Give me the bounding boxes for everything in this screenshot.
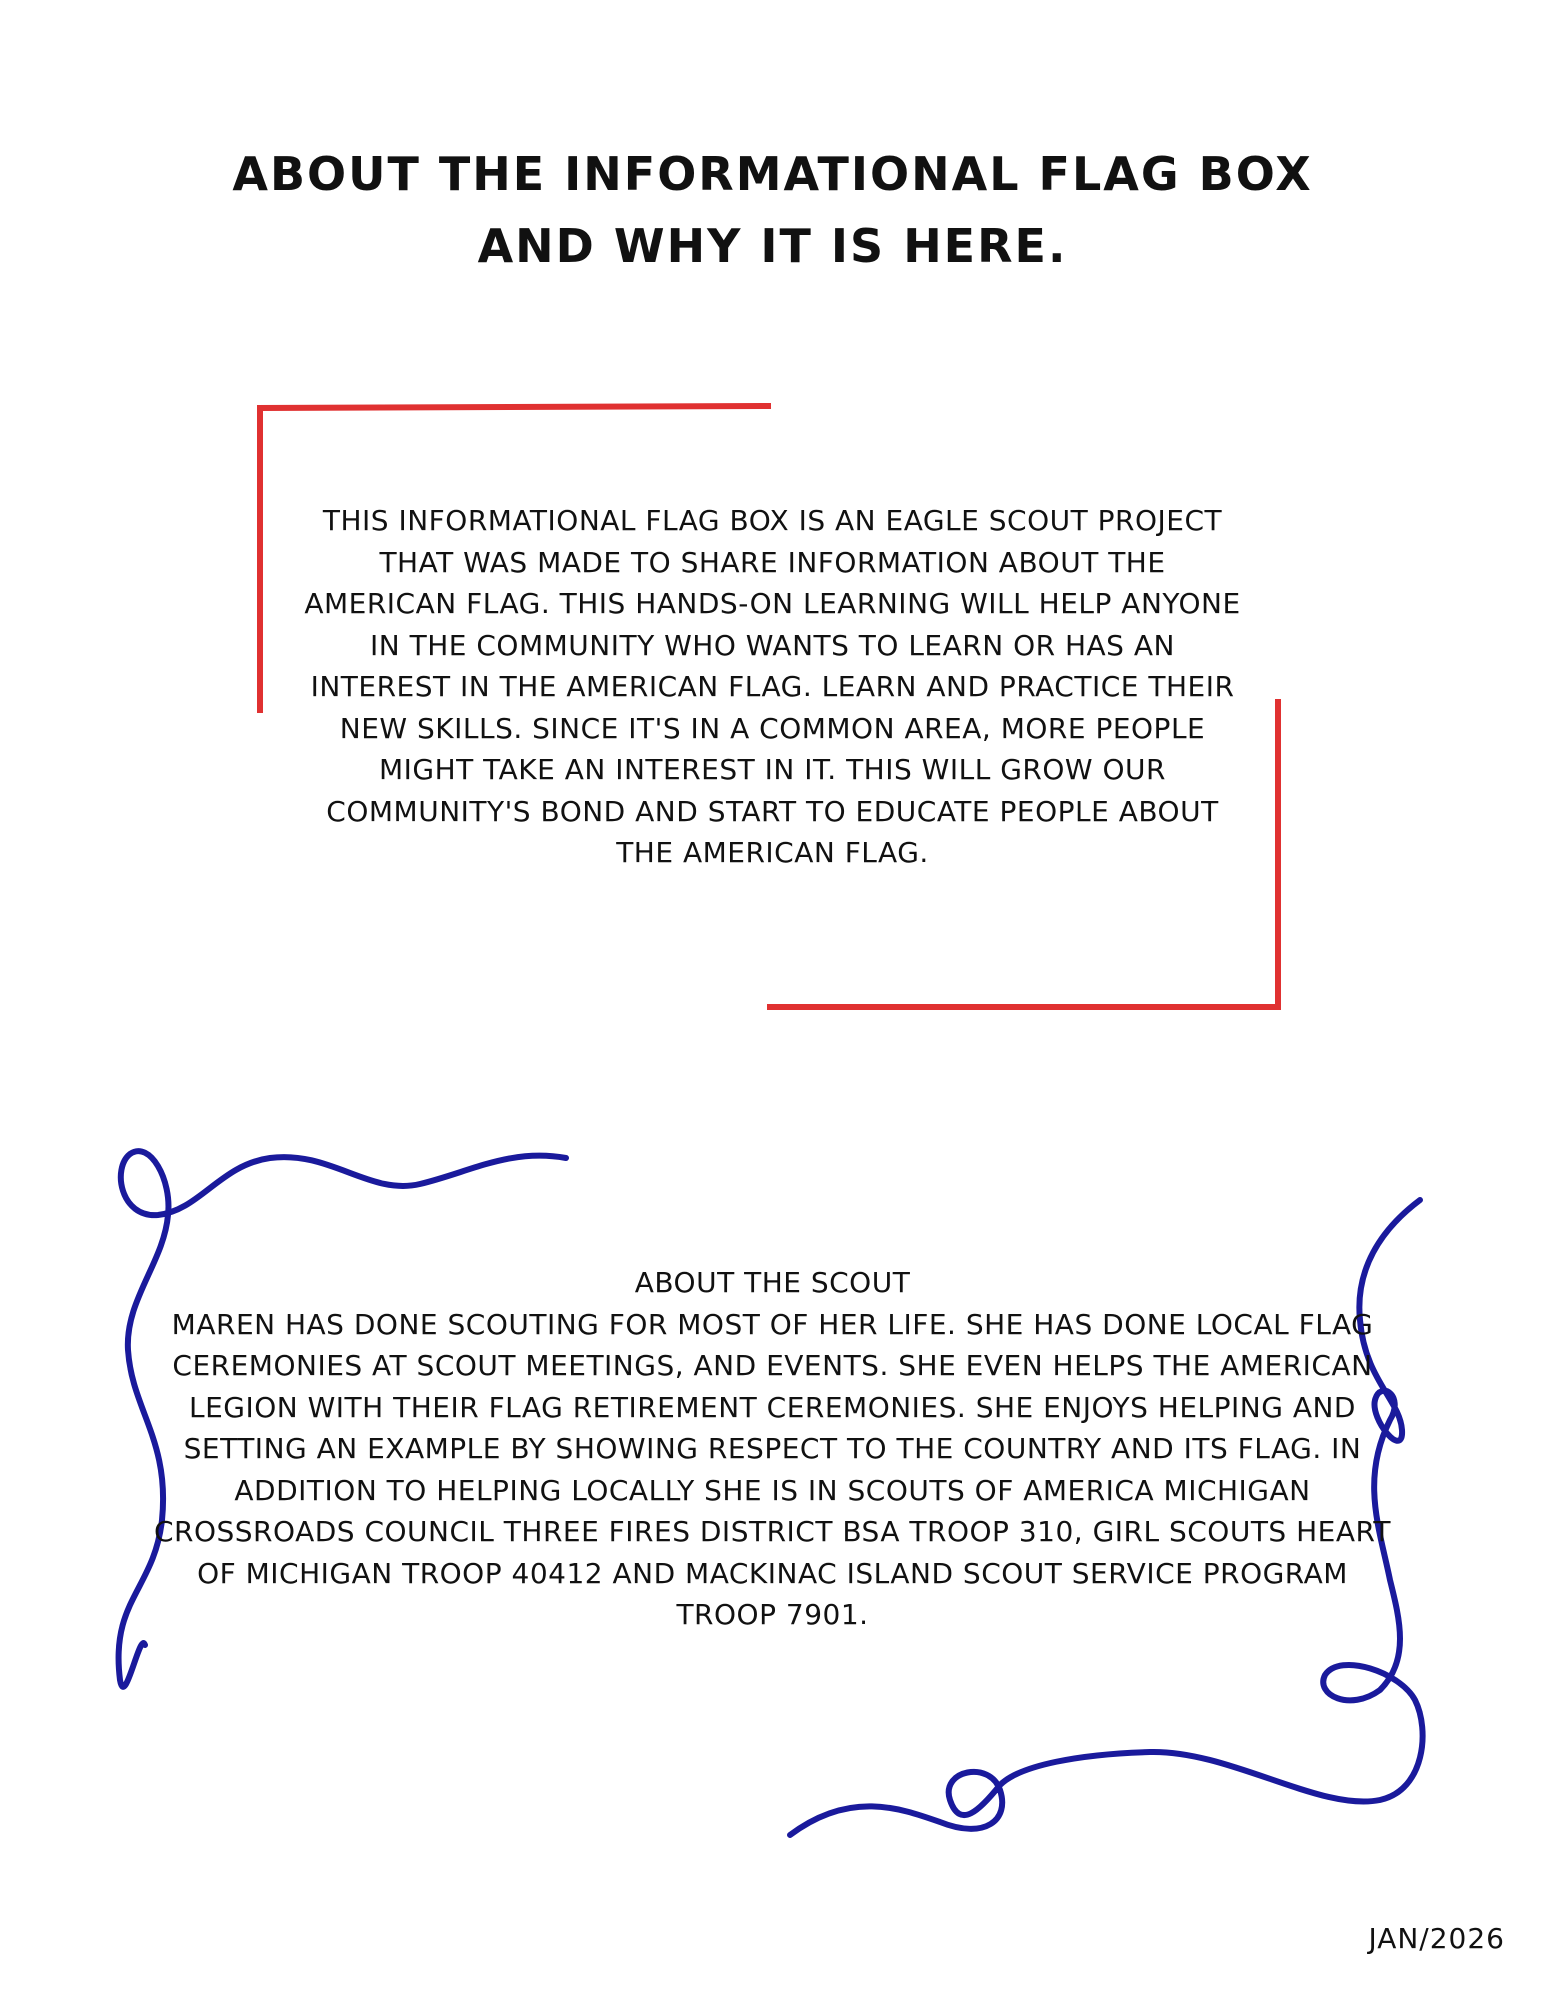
intro-paragraph: THIS INFORMATIONAL FLAG BOX IS AN EAGLE SCOUT PROJECT THAT WAS MADE TO SHARE INFORMATION ABOUT THE AMERICAN FLAG. THIS HANDS-ON LEARNING WILL HELP ANYONE IN THE COMMUNITY WHO WANTS TO LEARN OR HAS AN INTEREST IN THE AMERICAN FLAG. LEARN AND PRACTICE THEIR NEW SKILLS. SINCE IT'S IN A COMMON AREA, MORE PEOPLE MIGHT TAKE AN INTEREST IN IT. THIS WILL GROW OUR COMMUNITY'S BOND AND START TO EDUCATE PEOPLE ABOUT THE AMERICAN FLAG. [304, 504, 1241, 869]
about-scout-heading: ABOUT THE SCOUT [634, 1266, 911, 1299]
footer-date: JAN/2026 [1368, 1922, 1505, 1955]
page-title [0, 138, 1545, 282]
about-scout-section [150, 1262, 1395, 1636]
page-title-line-2: AND WHY IT IS HERE. [477, 219, 1068, 273]
about-scout-paragraph: MAREN HAS DONE SCOUTING FOR MOST OF HER LIFE. SHE HAS DONE LOCAL FLAG CEREMONIES AT SCOUT MEETINGS, AND EVENTS. SHE EVEN HELPS THE AMERICAN LEGION WITH THEIR FLAG RETIREMENT CEREMONIES. SHE ENJOYS HELPING AND SETTING AN EXAMPLE BY SHOWING RESPECT TO THE COUNTRY AND ITS FLAG. IN ADDITION TO HELPING LOCALLY SHE IS IN SCOUTS OF AMERICA MICHIGAN CROSSROADS COUNCIL THREE FIRES DISTRICT BSA TROOP 310, GIRL SCOUTS HEART OF MICHIGAN TROOP 40412 AND MACKINAC ISLAND SCOUT SERVICE PROGRAM TROOP 7901. [153, 1307, 1392, 1631]
page-title-line-1: ABOUT THE INFORMATIONAL FLAG BOX [232, 147, 1313, 201]
